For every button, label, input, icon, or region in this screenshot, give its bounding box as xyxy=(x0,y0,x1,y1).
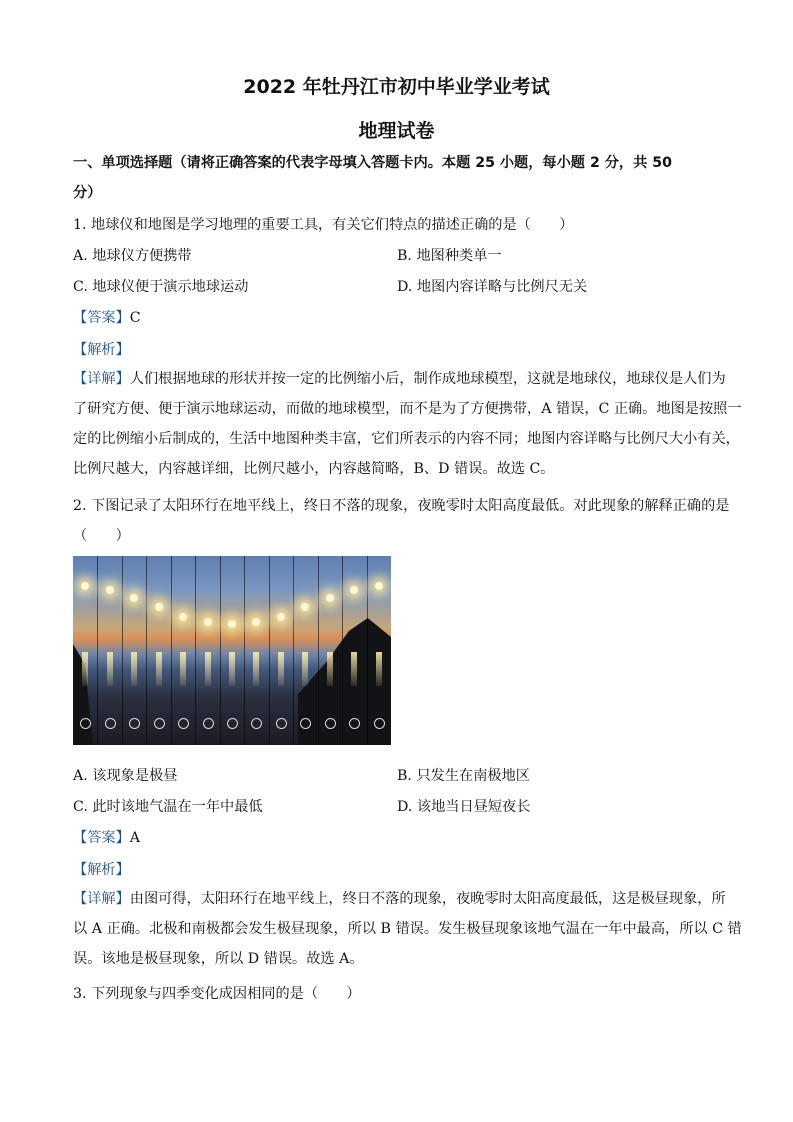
sun-reflection xyxy=(82,652,88,686)
sun-mark xyxy=(252,618,260,626)
sun-mark xyxy=(81,582,89,590)
photo-frame xyxy=(73,556,98,745)
q1-option-c: C. 地球仪便于演示地球运动 xyxy=(73,279,249,295)
clock-icon xyxy=(129,718,140,729)
q1-option-a: A. 地球仪方便携带 xyxy=(73,248,192,264)
sun-reflection xyxy=(302,652,308,686)
photo-frame xyxy=(122,556,147,745)
sun-reflection xyxy=(351,652,357,686)
photo-frame xyxy=(367,556,391,745)
sun-mark xyxy=(277,613,285,621)
clock-icon xyxy=(300,718,311,729)
photo-frame xyxy=(171,556,196,745)
detail-line: 【详解】人们根据地球的形状并按一定的比例缩小后，制作成地球模型，这就是地球仪，地球仪是人们为 xyxy=(73,371,726,387)
sun-mark xyxy=(350,586,358,594)
question-2-stem-cont: （ ） xyxy=(73,528,130,544)
photo-frame xyxy=(97,556,122,745)
q2-option-a: A. 该现象是极昼 xyxy=(73,768,178,784)
sun-mark xyxy=(204,618,212,626)
sun-mark xyxy=(106,586,114,594)
sun-reflection xyxy=(253,652,259,686)
photo-frame xyxy=(220,556,245,745)
section-heading: 一、单项选择题（请将正确答案的代表字母填入答题卡内。本题 25 小题，每小题 2 分，共 50 xyxy=(73,155,672,171)
sun-reflection xyxy=(180,652,186,686)
detail-line: 定的比例缩小后制成的，生活中地图种类丰富，它们所表示的内容不同；地图内容详略与比例尺大小有关， xyxy=(73,431,740,447)
answer-value: C xyxy=(129,310,141,326)
q1-answer xyxy=(73,307,141,327)
sun-reflection xyxy=(205,652,211,686)
photo-frame xyxy=(195,556,220,745)
clock-icon xyxy=(154,718,165,729)
q2-analysis-tag: 【解析】 xyxy=(73,862,130,878)
clock-icon xyxy=(251,718,262,729)
q2-option-d: D. 该地当日昼短夜长 xyxy=(397,799,531,815)
question-2-stem: 2. 下图记录了太阳环行在地平线上，终日不落的现象，夜晚零时太阳高度最低。对此现象的解释正确的是 xyxy=(73,498,730,514)
detail-line: 比例尺越大，内容越详细，比例尺越小，内容越简略，B、D 错误。故选 C。 xyxy=(73,461,555,477)
sun-mark xyxy=(375,582,383,590)
photo-frame xyxy=(318,556,343,745)
sun-mark xyxy=(326,594,334,602)
photo-frame xyxy=(244,556,269,745)
question-1-stem: 1. 地球仪和地图是学习地理的重要工具，有关它们特点的描述正确的是（ ） xyxy=(73,217,574,233)
clock-icon xyxy=(276,718,287,729)
q1-analysis-tag: 【解析】 xyxy=(73,342,130,358)
section-heading-cont: 分） xyxy=(73,185,102,201)
q2-option-b: B. 只发生在南极地区 xyxy=(397,768,530,784)
clock-icon xyxy=(105,718,116,729)
q1-detail xyxy=(73,364,742,484)
sun-mark xyxy=(155,603,163,611)
sun-mark xyxy=(130,594,138,602)
q1-option-b: B. 地图种类单一 xyxy=(397,248,502,264)
clock-icon xyxy=(178,718,189,729)
q1-option-d: D. 地图内容详略与比例尺无关 xyxy=(397,279,588,295)
question-3-stem: 3. 下列现象与四季变化成因相同的是（ ） xyxy=(73,986,361,1002)
sun-reflection xyxy=(376,652,382,686)
clock-icon xyxy=(227,718,238,729)
sun-mark xyxy=(228,620,236,628)
midnight-sun-photo xyxy=(73,556,391,745)
q2-option-c: C. 此时该地气温在一年中最低 xyxy=(73,799,263,815)
exam-title: 2022 年牡丹江市初中毕业学业考试 xyxy=(243,76,550,98)
photo-frame xyxy=(342,556,367,745)
clock-icon xyxy=(80,718,91,729)
answer-tag: 【答案】 xyxy=(73,310,130,326)
sun-reflection xyxy=(131,652,137,686)
photo-frame xyxy=(146,556,171,745)
paper-subtitle: 地理试卷 xyxy=(358,120,435,142)
sun-reflection xyxy=(327,652,333,686)
answer-value: A xyxy=(129,830,141,846)
detail-line: 误。该地是极昼现象，所以 D 错误。故选 A。 xyxy=(73,951,364,967)
detail-line: 【详解】由图可得，太阳环行在地平线上，终日不落的现象，夜晚零时太阳高度最低，这是极昼现象，所 xyxy=(73,891,726,907)
sun-reflection xyxy=(229,652,235,686)
sun-reflection xyxy=(107,652,113,686)
q2-detail xyxy=(73,884,742,974)
sun-mark xyxy=(301,603,309,611)
sun-reflection xyxy=(278,652,284,686)
detail-line: 以 A 正确。北极和南极都会发生极昼现象，所以 B 错误。发生极昼现象该地气温在一年中最高，所以 C 错 xyxy=(73,921,742,937)
photo-frame xyxy=(293,556,318,745)
sun-mark xyxy=(179,613,187,621)
clock-icon xyxy=(374,718,385,729)
clock-icon xyxy=(325,718,336,729)
answer-tag: 【答案】 xyxy=(73,830,130,846)
sun-reflection xyxy=(156,652,162,686)
detail-line: 了研究方便、便于演示地球运动，而做的地球模型，而不是为了方便携带，A 错误，C 正确。地图是按照一 xyxy=(73,401,742,417)
photo-frame xyxy=(269,556,294,745)
clock-icon xyxy=(203,718,214,729)
q2-answer xyxy=(73,827,140,847)
clock-icon xyxy=(349,718,360,729)
